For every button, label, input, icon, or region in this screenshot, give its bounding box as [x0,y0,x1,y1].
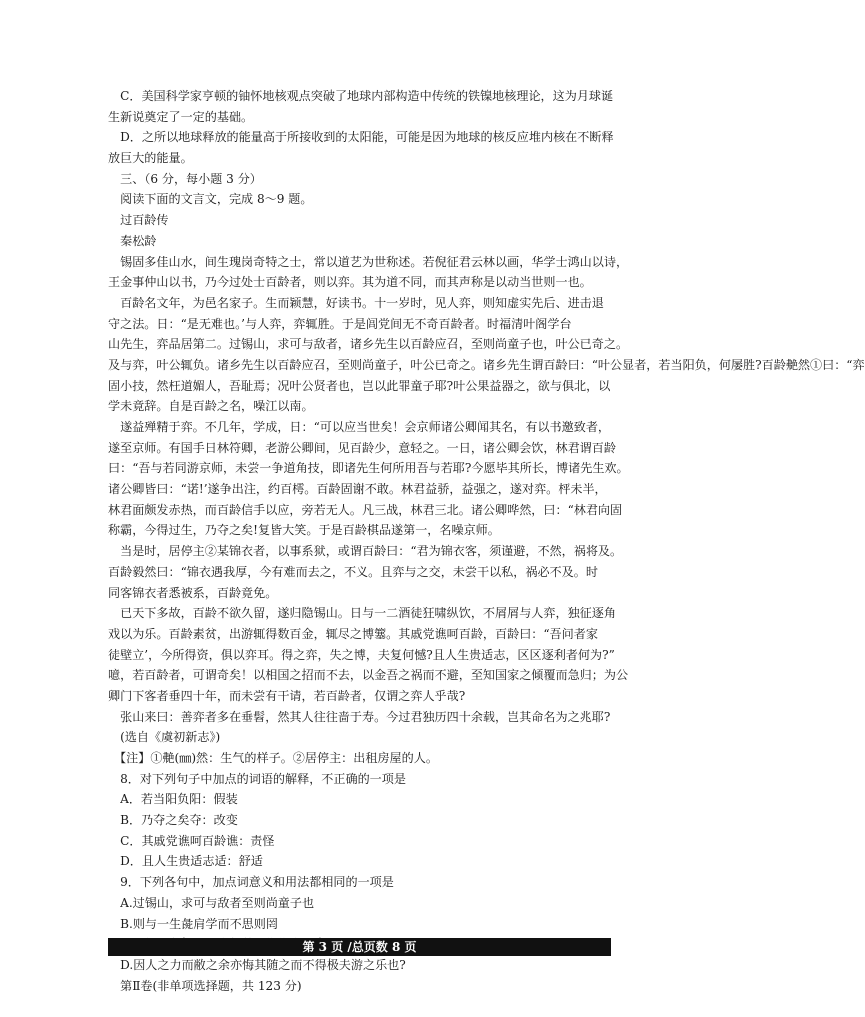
text-line: 遂至京师。有国手日林符卿，老游公卿间，见百龄少，意轻之。一日，诸公卿会饮，林君谓百龄 [108,440,616,455]
text-line: 当是时，居停主②某锦衣者，以事系狱，或谓百龄曰：“君为锦衣客，须谨避，不然，祸将及。 [108,544,623,559]
text-line: 百龄名文年，为邑名家子。生而颖慧，好读书。十一岁时，见人弈，则知虚实先后、进击退 [108,295,604,310]
text-line: 及与弈，叶公辄负。诸乡先生以百龄应召，至则尚童子，叶公已奇之。诸乡先生谓百龄曰：“叶公显者，若当阳负，何屡胜?百龄艴然①曰：“弈 [108,357,865,372]
text-line: 林君面颇发赤热，而百龄信手以应，旁若无人。凡三战，林君三北。诸公卿哗然，曰：“林君向固 [108,502,623,517]
text-line: 同客锦衣者悉被系，百龄竟免。 [108,585,278,600]
text-line: 戏以为乐。百龄素贫，出游辄得数百金，辄尽之博簺。其戚党谯呵百龄，百龄曰：“吾问者家 [108,626,598,641]
text-line: 徒壁立’，今所得资，俱以弈耳。得之弈，失之博，夫复何憾?且人生贵适志，区区逐利者何为?” [108,647,615,662]
text-line: C．其戚党谯呵百龄谯：责怪 [108,833,275,848]
text-line: 称霸，今得过生，乃夺之矣!复皆大笑。于是百龄棋品遂第一，名噪京师。 [108,523,500,538]
text-line: D．且人生贵适志适：舒适 [108,854,263,869]
text-line: 生新说奠定了一定的基础。 [108,109,254,124]
text-line: 百龄毅然曰：“锦衣遇我厚，今有难而去之，不义。且弈与之交，未尝干以私，祸必不及。时 [108,564,598,579]
text-line: D．之所以地球释放的能量高于所接收到的太阳能，可能是因为地球的核反应堆内核在不断释 [108,130,614,145]
text-line: 放巨大的能量。 [108,151,193,166]
text-line: 锡固多佳山水，间生瑰岗奇特之士，常以道艺为世称述。若倪征君云林以画，华学士鸿山以诗， [108,254,629,269]
text-line: 张山来曰：善弈者多在垂髫，然其人往往啬于寿。今过君独历四十余载，岂其命名为之兆耶? [108,709,611,724]
text-line: 三、（6 分，每小题 3 分） [108,171,262,186]
text-line: 固小技，然枉道媚人，吾耻焉；况叶公贤者也，岂以此罪童子耶?叶公果益器之，欲与俱北，以 [108,378,611,393]
text-line: 学未竟辞。自是百龄之名，噪江以南。 [108,399,314,414]
document-body [108,86,865,996]
text-line: A．若当阳负阳：假装 [108,792,238,807]
text-line: 噫，若百龄者，可谓奇矣！以相国之招而不去，以金吾之祸而不避，至知国家之倾覆而急归；为公 [108,668,629,683]
text-line: (选自《虞初新志》) [108,730,221,745]
text-line: 遂益殚精于弈。不几年，学成，日：“可以应当世矣！会京师诸公卿闻其名，有以书邀致者， [108,420,611,434]
text-line: 秦松龄 [108,233,157,248]
text-line: C．美国科学家亨顿的铀怀地核观点突破了地球内部构造中传统的铁镍地核理论，这为月球诞 [108,89,614,103]
text-line: 王金事仲山以书，乃今过处士百龄者，则以弈。其为道不同，而其声称是以动当世则一也。 [108,275,592,290]
page-footer: 第 3 页 /总页数 8 页 [108,938,611,956]
text-line: 守之法。日：“是无难也。’与人弈，弈辄胜。于是闾党间无不奇百龄者。时福清叶阁学台 [108,316,572,331]
text-line: D.因人之力而敝之余亦悔其随之而不得极夫游之乐也? [108,957,406,972]
text-line: 【注】①艴(㎜)然：生气的样子。②居停主：出租房屋的人。 [108,751,438,765]
text-line: 第Ⅱ卷(非单项选择题，共 123 分) [108,978,302,993]
text-line: 已天下多故，百龄不欲久留，遂归隐锡山。日与一二酒徒狂啸纵饮，不屑屑与人弈，独征逐角 [108,606,616,621]
text-line: 山先生，弈品居第二。过锡山，求可与敌者，诸乡先生以百龄应召，至则尚童子也，叶公已奇之。 [108,337,629,352]
text-line: 过百龄传 [108,213,169,228]
text-line: B.则与一生彘肩学而不思则罔 [108,916,278,931]
text-line: 曰：“吾与若同游京师，未尝一争道角技，即诸先生何所用吾与若耶?今愿毕其所长，博诸先生欢。 [108,461,629,476]
text-line: 阅读下面的文言文，完成 8～9 题。 [108,192,313,207]
text-line: A.过锡山，求可与敌者至则尚童子也 [108,895,315,910]
text-line: 卿门下客者垂四十年，而未尝有干请，若百龄者，仅谓之弈人乎哉? [108,688,466,703]
text-line: 诸公卿皆曰：“诺!’遂争出注，约百樗。百龄固谢不敢。林君益骄，益强之，遂对弈。枰未半， [108,482,607,497]
text-line: B．乃夺之矣夺：改变 [108,813,238,828]
text-line: 8．对下列句子中加点的词语的解释，不正确的一项是 [108,771,406,786]
text-line: 9．下列各句中，加点词意义和用法都相同的一项是 [108,875,394,890]
